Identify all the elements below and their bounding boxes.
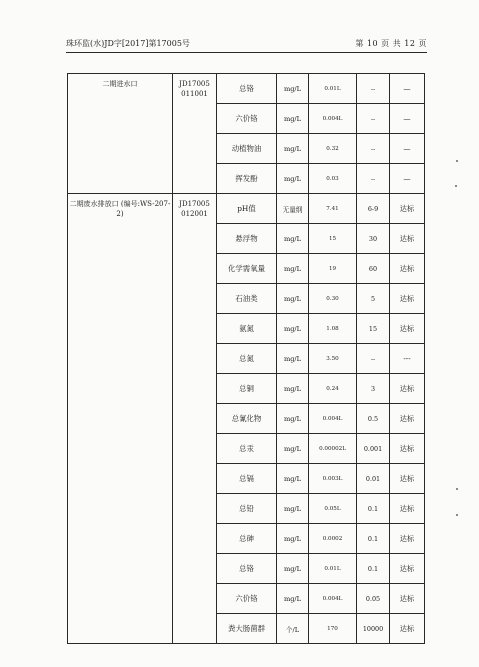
- cell-value: 0.24: [309, 374, 357, 404]
- cell-value: 0.003L: [309, 464, 357, 494]
- cell-limit: 0.1: [357, 494, 390, 524]
- cell-verdict: 达标: [390, 554, 425, 584]
- cell-limit: 3: [357, 374, 390, 404]
- cell-limit: 0.05: [357, 584, 390, 614]
- cell-limit: --: [357, 74, 390, 104]
- cell-verdict: 达标: [390, 404, 425, 434]
- cell-value: 7.41: [309, 194, 357, 224]
- cell-value: 0.01L: [309, 554, 357, 584]
- cell-verdict: 达标: [390, 524, 425, 554]
- cell-limit: --: [357, 104, 390, 134]
- cell-value: 19: [309, 254, 357, 284]
- cell-limit: 0.01: [357, 464, 390, 494]
- cell-unit: 无量纲: [277, 194, 309, 224]
- cell-unit: mg/L: [277, 344, 309, 374]
- cell-value: 15: [309, 224, 357, 254]
- cell-value: 170: [309, 614, 357, 644]
- cell-item: 总铜: [217, 374, 277, 404]
- cell-value: 0.0002: [309, 524, 357, 554]
- cell-item: 石油类: [217, 284, 277, 314]
- cell-limit: 0.5: [357, 404, 390, 434]
- cell-unit: mg/L: [277, 74, 309, 104]
- cell-limit: 60: [357, 254, 390, 284]
- cell-value: 0.004L: [309, 104, 357, 134]
- cell-unit: 个/L: [277, 614, 309, 644]
- table-row: [68, 74, 425, 104]
- cell-unit: mg/L: [277, 104, 309, 134]
- scan-speck: [456, 514, 458, 516]
- cell-verdict: 达标: [390, 584, 425, 614]
- scan-speck: [456, 488, 458, 490]
- cell-value: 0.004L: [309, 584, 357, 614]
- cell-unit: mg/L: [277, 404, 309, 434]
- cell-item: 总铬: [217, 554, 277, 584]
- cell-value: 1.08: [309, 314, 357, 344]
- cell-item: 总氰化物: [217, 404, 277, 434]
- cell-verdict: 达标: [390, 614, 425, 644]
- cell-item: 悬浮物: [217, 224, 277, 254]
- cell-limit: --: [357, 164, 390, 194]
- cell-limit: 6-9: [357, 194, 390, 224]
- cell-verdict: —: [390, 74, 425, 104]
- cell-limit: 5: [357, 284, 390, 314]
- cell-unit: mg/L: [277, 164, 309, 194]
- cell-item: 总砷: [217, 524, 277, 554]
- cell-unit: mg/L: [277, 554, 309, 584]
- cell-value: 0.30: [309, 284, 357, 314]
- cell-value: 0.004L: [309, 404, 357, 434]
- monitoring-results-table: [67, 73, 425, 644]
- cell-verdict: 达标: [390, 314, 425, 344]
- cell-unit: mg/L: [277, 254, 309, 284]
- cell-limit: 0.1: [357, 524, 390, 554]
- cell-verdict: 达标: [390, 254, 425, 284]
- cell-unit: mg/L: [277, 494, 309, 524]
- cell-unit: mg/L: [277, 374, 309, 404]
- cell-value: 0.32: [309, 134, 357, 164]
- cell-item: 六价铬: [217, 104, 277, 134]
- cell-unit: mg/L: [277, 314, 309, 344]
- cell-verdict: —: [390, 104, 425, 134]
- cell-item: 粪大肠菌群: [217, 614, 277, 644]
- cell-verdict: 达标: [390, 194, 425, 224]
- cell-item: 动植物油: [217, 134, 277, 164]
- cell-item: 总铅: [217, 494, 277, 524]
- cell-limit: --: [357, 134, 390, 164]
- cell-item: 挥发酚: [217, 164, 277, 194]
- cell-limit: 15: [357, 314, 390, 344]
- cell-item: 总氮: [217, 344, 277, 374]
- cell-unit: mg/L: [277, 524, 309, 554]
- cell-verdict: —: [390, 164, 425, 194]
- cell-unit: mg/L: [277, 584, 309, 614]
- cell-value: 0.05L: [309, 494, 357, 524]
- sample-code: JD17005 012001: [173, 194, 217, 644]
- cell-limit: --: [357, 344, 390, 374]
- cell-limit: 30: [357, 224, 390, 254]
- cell-item: 总镉: [217, 464, 277, 494]
- cell-value: 0.00002L: [309, 434, 357, 464]
- cell-value: 3.50: [309, 344, 357, 374]
- sample-code: JD17005 011001: [173, 74, 217, 194]
- cell-unit: mg/L: [277, 434, 309, 464]
- sampling-location: 二期废水排放口 (编号:WS-207-2): [68, 194, 173, 644]
- cell-limit: 0.1: [357, 554, 390, 584]
- cell-unit: mg/L: [277, 464, 309, 494]
- cell-verdict: 达标: [390, 434, 425, 464]
- cell-unit: mg/L: [277, 224, 309, 254]
- cell-item: 化学需氧量: [217, 254, 277, 284]
- cell-verdict: 达标: [390, 374, 425, 404]
- header-divider: [66, 52, 427, 53]
- cell-item: pH值: [217, 194, 277, 224]
- cell-unit: mg/L: [277, 284, 309, 314]
- cell-verdict: 达标: [390, 464, 425, 494]
- cell-verdict: 达标: [390, 284, 425, 314]
- cell-value: 0.03: [309, 164, 357, 194]
- cell-limit: 10000: [357, 614, 390, 644]
- cell-item: 六价铬: [217, 584, 277, 614]
- cell-verdict: 达标: [390, 224, 425, 254]
- cell-verdict: —: [390, 134, 425, 164]
- cell-item: 总铬: [217, 74, 277, 104]
- cell-value: 0.01L: [309, 74, 357, 104]
- cell-item: 氨氮: [217, 314, 277, 344]
- sampling-location: 二期进水口: [68, 74, 173, 194]
- scan-speck: [456, 160, 458, 162]
- cell-verdict: ---: [390, 344, 425, 374]
- cell-limit: 0.001: [357, 434, 390, 464]
- page-indicator: 第 10 页 共 12 页: [355, 39, 427, 48]
- cell-verdict: 达标: [390, 494, 425, 524]
- cell-unit: mg/L: [277, 134, 309, 164]
- report-number: 珠环监(水)JD字[2017]第17005号: [66, 39, 190, 48]
- scan-speck: [455, 185, 457, 187]
- page-header: [66, 37, 427, 51]
- table-row: [68, 194, 425, 224]
- cell-item: 总汞: [217, 434, 277, 464]
